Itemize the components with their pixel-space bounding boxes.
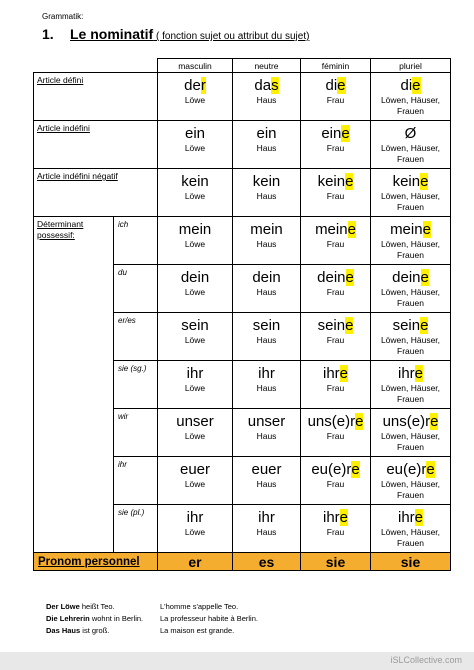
article-form — [158, 508, 232, 527]
form-cell — [158, 457, 233, 505]
form-cell — [233, 217, 301, 265]
column-header: neutre — [233, 59, 301, 73]
pronoun-sublabel: ich — [114, 217, 158, 265]
highlighted-ending: e — [345, 173, 354, 190]
form-cell — [301, 361, 371, 409]
form-cell — [301, 505, 371, 553]
pronoun-sublabel: ihr — [114, 457, 158, 505]
form-stem: euer — [179, 461, 211, 478]
column-header: masculin — [158, 59, 233, 73]
article-form — [301, 460, 370, 479]
noun-example: Frau — [326, 95, 345, 105]
form-stem: sein — [252, 317, 281, 334]
article-form — [371, 124, 450, 143]
article-form — [158, 76, 232, 95]
form-cell — [301, 409, 371, 457]
form-cell — [233, 361, 301, 409]
form-stem: unser — [176, 413, 214, 430]
table-row — [34, 121, 451, 169]
article-form — [233, 412, 300, 431]
highlighted-ending: e — [420, 317, 429, 334]
noun-example: Haus — [256, 191, 277, 201]
form-cell — [233, 265, 301, 313]
highlighted-ending: r — [200, 77, 206, 94]
form-cell — [158, 121, 233, 169]
form-stem: mein — [250, 221, 283, 238]
example-subject: Der Löwe — [46, 602, 80, 611]
form-stem: ihr — [258, 509, 275, 526]
article-form — [158, 268, 232, 287]
noun-example: Löwe — [184, 431, 206, 441]
article-form — [301, 124, 370, 143]
noun-example: Löwe — [184, 143, 206, 153]
form-stem: uns(e)r — [307, 413, 356, 430]
article-form — [301, 508, 370, 527]
form-cell — [371, 217, 451, 265]
form-cell — [233, 73, 301, 121]
form-stem: sein — [181, 317, 209, 334]
noun-example: Haus — [256, 95, 277, 105]
noun-example: Frau — [326, 431, 345, 441]
form-cell — [158, 217, 233, 265]
table-row — [34, 409, 451, 457]
form-stem: dein — [392, 269, 421, 286]
highlighted-ending: e — [414, 365, 423, 382]
noun-example: Löwe — [184, 383, 206, 393]
example-french: La professeur habite à Berlin. — [160, 614, 258, 623]
example-rest: ist groß. — [80, 626, 110, 635]
form-stem: ihr — [186, 365, 204, 382]
form-cell — [233, 457, 301, 505]
form-cell — [233, 505, 301, 553]
noun-example: Haus — [256, 383, 277, 393]
form-stem: mein — [390, 221, 423, 238]
form-stem: Ø — [404, 125, 417, 142]
row-label: Article défini — [34, 73, 158, 121]
form-cell — [158, 73, 233, 121]
highlighted-ending: e — [339, 509, 348, 526]
row-label — [34, 505, 114, 553]
article-form — [301, 412, 370, 431]
watermark: iSLCollective.com — [390, 655, 462, 665]
form-cell — [158, 169, 233, 217]
highlighted-ending: e — [355, 413, 364, 430]
article-form — [233, 460, 300, 479]
form-stem: kein — [317, 173, 346, 190]
article-form — [371, 316, 450, 335]
form-cell — [233, 169, 301, 217]
pre-title: Grammatik: — [42, 12, 84, 21]
pronoun-row-label: Pronom personnel — [34, 553, 158, 571]
form-stem: eu(e)r — [311, 461, 352, 478]
form-cell — [371, 169, 451, 217]
pronoun-sublabel: wir — [114, 409, 158, 457]
example-rest: heißt Teo. — [79, 602, 115, 611]
personal-pronoun: er — [158, 553, 233, 571]
noun-example: Haus — [256, 479, 277, 489]
article-form — [301, 220, 370, 239]
declension-table — [33, 58, 451, 571]
form-cell — [371, 361, 451, 409]
form-cell — [301, 457, 371, 505]
noun-example: Haus — [256, 143, 277, 153]
pronoun-sublabel: du — [114, 265, 158, 313]
example-french: L'homme s'appelle Teo. — [160, 602, 239, 611]
pronoun-row — [34, 553, 451, 571]
personal-pronoun: es — [233, 553, 301, 571]
form-stem: ihr — [322, 365, 340, 382]
form-cell — [233, 409, 301, 457]
noun-example: Haus — [256, 527, 277, 537]
noun-example: Frau — [326, 527, 345, 537]
noun-example: Löwen, Häuser, Frauen — [380, 527, 441, 548]
example-subject: Das Haus — [46, 626, 81, 635]
article-form — [233, 268, 300, 287]
noun-example: Frau — [326, 479, 345, 489]
highlighted-ending: s — [271, 77, 279, 94]
heading-subtitle: ( fonction sujet ou attribut du sujet) — [153, 31, 310, 42]
table-row — [34, 505, 451, 553]
article-form — [233, 508, 300, 527]
article-form — [301, 364, 370, 383]
form-cell — [158, 409, 233, 457]
table-row — [34, 361, 451, 409]
article-form — [158, 172, 232, 191]
footer-bar — [0, 652, 474, 670]
noun-example: Löwe — [184, 335, 206, 345]
table-row — [34, 265, 451, 313]
highlighted-ending: e — [412, 77, 421, 94]
form-cell — [371, 409, 451, 457]
highlighted-ending: e — [426, 461, 435, 478]
article-form — [371, 268, 450, 287]
article-form — [371, 412, 450, 431]
form-stem: sein — [317, 317, 346, 334]
form-stem: kein — [181, 173, 209, 190]
noun-example: Löwen, Häuser, Frauen — [380, 191, 441, 212]
article-form — [233, 316, 300, 335]
form-cell — [301, 121, 371, 169]
noun-example: Löwen, Häuser, Frauen — [380, 431, 441, 452]
article-form — [233, 364, 300, 383]
form-stem: dein — [317, 269, 346, 286]
form-cell — [301, 313, 371, 361]
highlighted-ending: e — [430, 413, 439, 430]
noun-example: Löwe — [184, 479, 206, 489]
article-form — [158, 220, 232, 239]
form-cell — [371, 505, 451, 553]
form-stem: kein — [392, 173, 421, 190]
noun-example: Löwe — [184, 239, 206, 249]
form-stem: kein — [252, 173, 281, 190]
column-header: féminin — [301, 59, 371, 73]
article-form — [371, 364, 450, 383]
highlighted-ending: e — [337, 77, 346, 94]
noun-example: Frau — [326, 191, 345, 201]
row-label — [34, 361, 114, 409]
form-cell — [301, 169, 371, 217]
form-cell — [301, 217, 371, 265]
form-stem: ein — [256, 125, 277, 142]
heading-number: 1. — [42, 26, 54, 42]
highlighted-ending: e — [351, 461, 360, 478]
form-cell — [371, 73, 451, 121]
table-row — [34, 217, 451, 265]
form-stem: ihr — [397, 509, 415, 526]
form-cell — [371, 313, 451, 361]
article-form — [158, 412, 232, 431]
form-stem: dein — [180, 269, 210, 286]
form-cell — [371, 457, 451, 505]
noun-example: Löwen, Häuser, Frauen — [380, 239, 441, 260]
article-form — [301, 172, 370, 191]
article-form — [233, 172, 300, 191]
pronoun-sublabel: er/es — [114, 313, 158, 361]
table-row — [34, 73, 451, 121]
noun-example: Löwen, Häuser, Frauen — [380, 287, 441, 308]
form-stem: ihr — [397, 365, 415, 382]
form-stem: euer — [251, 461, 282, 478]
row-label — [34, 313, 114, 361]
highlighted-ending: e — [345, 317, 354, 334]
form-stem: dein — [252, 269, 281, 286]
form-stem: di — [325, 77, 338, 94]
form-stem: ihr — [322, 509, 340, 526]
table-row — [34, 457, 451, 505]
row-label — [34, 457, 114, 505]
noun-example: Haus — [256, 335, 277, 345]
row-label: Article indéfini négatif — [34, 169, 158, 217]
example-german — [46, 626, 109, 635]
header-row — [34, 59, 451, 73]
form-stem: sein — [392, 317, 421, 334]
column-header: pluriel — [371, 59, 451, 73]
article-form — [301, 268, 370, 287]
form-stem: ihr — [258, 365, 275, 382]
article-form — [371, 220, 450, 239]
noun-example: Löwen, Häuser, Frauen — [380, 335, 441, 356]
article-form — [233, 124, 300, 143]
form-stem: unser — [247, 413, 286, 430]
form-cell — [158, 361, 233, 409]
form-cell — [371, 265, 451, 313]
form-cell — [233, 313, 301, 361]
row-label — [34, 409, 114, 457]
noun-example: Löwen, Häuser, Frauen — [380, 383, 441, 404]
noun-example: Löwe — [184, 527, 206, 537]
form-cell — [158, 313, 233, 361]
article-form — [371, 76, 450, 95]
highlighted-ending: e — [420, 269, 429, 286]
noun-example: Frau — [326, 239, 345, 249]
form-stem: uns(e)r — [382, 413, 431, 430]
highlighted-ending: e — [347, 221, 356, 238]
form-cell — [301, 73, 371, 121]
form-stem: ein — [321, 125, 342, 142]
article-form — [371, 508, 450, 527]
article-form — [301, 316, 370, 335]
form-stem: de — [184, 77, 201, 94]
example-german — [46, 614, 143, 623]
form-stem: ein — [184, 125, 206, 142]
form-stem: mein — [315, 221, 348, 238]
article-form — [233, 220, 300, 239]
row-label: Déterminant possessif: — [34, 217, 114, 265]
form-cell — [301, 265, 371, 313]
form-cell — [233, 121, 301, 169]
form-stem: da — [254, 77, 272, 94]
noun-example: Löwen, Häuser, Frauen — [380, 95, 441, 116]
article-form — [158, 460, 232, 479]
form-cell — [158, 505, 233, 553]
form-cell — [371, 121, 451, 169]
article-form — [158, 124, 232, 143]
noun-example: Frau — [326, 143, 345, 153]
article-form — [233, 76, 300, 95]
noun-example: Löwe — [184, 95, 206, 105]
noun-example: Haus — [256, 287, 277, 297]
personal-pronoun: sie — [371, 553, 451, 571]
personal-pronoun: sie — [301, 553, 371, 571]
example-subject: Die Lehrerin — [46, 614, 90, 623]
pronoun-sublabel: sie (sg.) — [114, 361, 158, 409]
heading — [42, 26, 309, 44]
form-stem: di — [400, 77, 413, 94]
highlighted-ending: e — [341, 125, 350, 142]
row-label — [34, 265, 114, 313]
highlighted-ending: e — [420, 173, 429, 190]
highlighted-ending: e — [345, 269, 354, 286]
noun-example: Haus — [256, 239, 277, 249]
article-form — [158, 316, 232, 335]
table-row — [34, 169, 451, 217]
article-form — [371, 460, 450, 479]
noun-example: Haus — [256, 431, 277, 441]
form-stem: mein — [178, 221, 212, 238]
noun-example: Löwen, Häuser, Frauen — [380, 143, 441, 164]
pronoun-sublabel: sie (pl.) — [114, 505, 158, 553]
row-label: Article indéfini — [34, 121, 158, 169]
noun-example: Frau — [326, 287, 345, 297]
highlighted-ending: e — [339, 365, 348, 382]
example-french: La maison est grande. — [160, 626, 235, 635]
example-german — [46, 602, 115, 611]
noun-example: Löwen, Häuser, Frauen — [380, 479, 441, 500]
noun-example: Löwe — [184, 191, 206, 201]
form-stem: ihr — [186, 509, 204, 526]
noun-example: Frau — [326, 335, 345, 345]
form-stem: eu(e)r — [386, 461, 427, 478]
article-form — [301, 76, 370, 95]
highlighted-ending: e — [414, 509, 423, 526]
article-form — [158, 364, 232, 383]
article-form — [371, 172, 450, 191]
noun-example: Frau — [326, 383, 345, 393]
heading-title: Le nominatif — [70, 26, 154, 42]
example-rest: wohnt in Berlin. — [89, 614, 144, 623]
noun-example: Löwe — [184, 287, 206, 297]
table-row — [34, 313, 451, 361]
highlighted-ending: e — [422, 221, 431, 238]
form-cell — [158, 265, 233, 313]
